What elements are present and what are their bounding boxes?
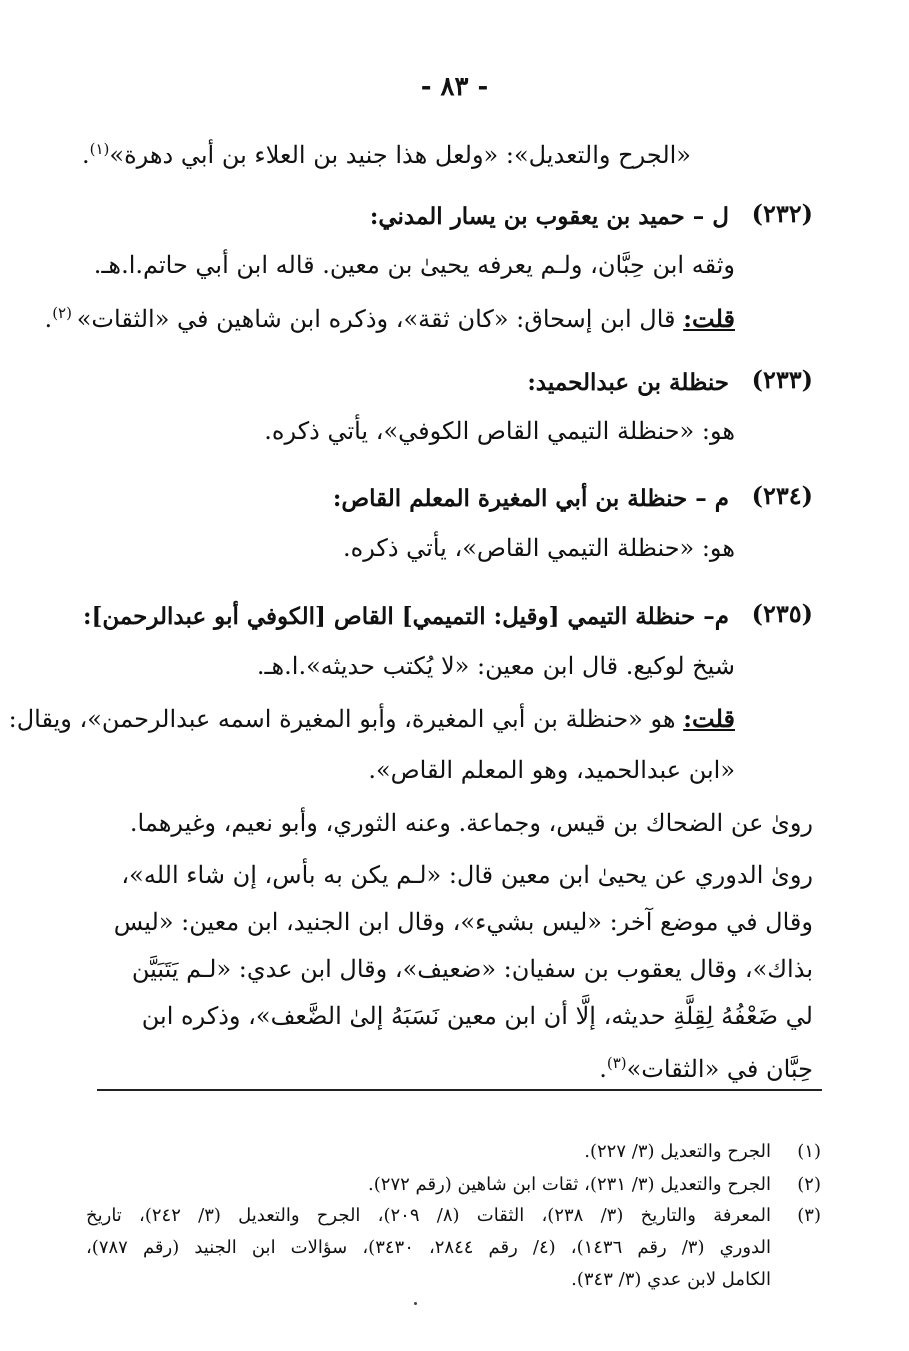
entry-235-line-2 [9, 702, 735, 736]
entry-235-title: م– حنظلة التيمي [وقيل: التميمي] القاص [الكوفي أبو عبدالرحمن]: [82, 603, 729, 630]
entry-232-line-2-text: قال ابن إسحاق: «كان ثقة»، وذكره ابن شاهين في «الثقات» [76, 305, 684, 333]
entry-235-line-7: بذاك»، وقال يعقوب بن سفيان: «ضعيف»، وقال ابن عدي: «لـم يَتَبَيَّن [131, 955, 813, 983]
footnote-3-line-3: الكامل لابن عدي (٣/ ٣٤٣). [571, 1269, 771, 1290]
entry-233-line-1: هو: «حنظلة التيمي القاص الكوفي»، يأتي ذكره. [264, 417, 735, 445]
intro-end: . [81, 141, 90, 169]
intro-text: «الجرح والتعديل»: «ولعل هذا جنيد بن العلاء بن أبي دهرة» [109, 141, 691, 169]
footnote-3-number: (٣) [797, 1205, 821, 1226]
entry-235-line-6: وقال في موضع آخر: «ليس بشيء»، وقال ابن الجنيد، ابن معين: «ليس [113, 908, 813, 936]
entry-234-number: (٢٣٤) [751, 481, 813, 510]
entry-235-line-9 [599, 1046, 813, 1086]
footnote-2-number: (٢) [797, 1174, 821, 1195]
entry-235-line-1: شيخ لوكيع. قال ابن معين: «لا يُكتب حديثه».ا.هـ. [256, 652, 735, 680]
entry-235-number: (٢٣٥) [751, 599, 813, 628]
entry-235-end: . [599, 1055, 607, 1083]
footnote-separator [97, 1089, 822, 1091]
entry-235-line-4: روىٰ عن الضحاك بن قيس، وجماعة. وعنه الثوري، وأبو نعيم، وغيرهما. [129, 809, 813, 837]
entry-232-line-1: وثقه ابن حِبَّان، ولـم يعرفه يحيىٰ بن معين. قاله ابن أبي حاتم.ا.هـ. [93, 251, 735, 279]
footnote-3-line-1: المعرفة والتاريخ (٣/ ٢٣٨)، الثقات (٨/ ٢٠٩)، الجرح والتعديل (٣/ ٢٤٢)، تاريخ [86, 1205, 771, 1226]
entry-232-end: . [44, 305, 53, 333]
intro-line [82, 132, 691, 172]
entry-234-title: م – حنظلة بن أبي المغيرة المعلم القاص: [332, 485, 729, 512]
entry-235-line-2-text: هو «حنظلة بن أبي المغيرة، وأبو المغيرة اسمه عبدالرحمن»، ويقال: [8, 705, 684, 733]
page-speck [414, 1302, 417, 1305]
entry-235-line-8: لي ضَعْفُهُ لِقِلَّةِ حديثه، إلَّا أن ابن معين نَسَبَهُ إلىٰ الضَّعف»، وذكره ابن [141, 1002, 813, 1030]
footnote-ref-3: (٣) [606, 1054, 627, 1072]
entry-232-number: (٢٣٢) [751, 199, 813, 228]
entry-235-line-3: «ابن عبدالحميد، وهو المعلم القاص». [368, 756, 735, 784]
entry-235-line-9-text: حِبَّان في «الثقات» [626, 1055, 813, 1083]
footnote-3-line-2: الدوري (٣/ رقم ١٤٣٦)، (٤/ رقم ٢٨٤٤، ٣٤٣٠)، سؤالات ابن الجنيد (رقم ٧٨٧)، [86, 1237, 771, 1258]
qult-label: قلت: [683, 704, 735, 733]
entry-234-line-1: هو: «حنظلة التيمي القاص»، يأتي ذكره. [342, 534, 735, 562]
footnote-1-number: (١) [797, 1141, 821, 1162]
entry-232-line-2 [45, 296, 735, 336]
footnote-1-text: الجرح والتعديل (٣/ ٢٢٧). [584, 1141, 771, 1162]
entry-232-title: ل – حميد بن يعقوب بن يسار المدني: [369, 203, 729, 230]
entry-233-number: (٢٣٣) [751, 365, 813, 394]
footnote-2-text: الجرح والتعديل (٣/ ٢٣١)، ثقات ابن شاهين (رقم ٢٧٢). [368, 1174, 771, 1195]
page-number: - ٨٣ - [420, 72, 489, 102]
entry-233-title: حنظلة بن عبدالحميد: [527, 369, 729, 396]
footnote-ref-1: (١) [89, 140, 110, 158]
entry-235-line-5: روىٰ الدوري عن يحيىٰ ابن معين قال: «لـم يكن به بأس، إن شاء الله»، [121, 861, 813, 889]
footnote-ref-2: (٢) [52, 304, 77, 322]
qult-label: قلت: [683, 304, 735, 333]
